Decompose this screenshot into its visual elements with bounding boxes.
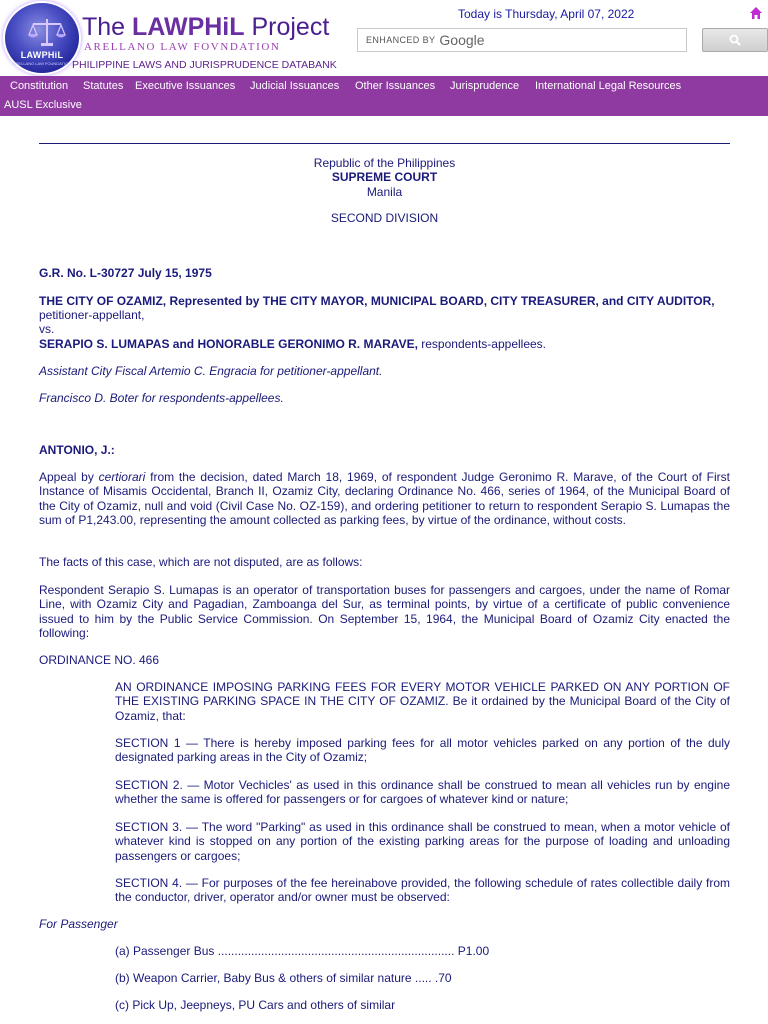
site-header [0,0,768,76]
search-google-label: Google [439,32,485,48]
nav-international-legal-resources[interactable]: International Legal Resources [535,80,682,92]
p1-intro: Appeal by [39,470,99,484]
p1-body: from the decision, dated March 18, 1969, of respondent Judge Geronimo R. Marave, of the Court of First Instance of Misamis Occidental, Branch II, Ozamiz City, declaring Ordinance No. 466, series of 1964, of the Municipal Board of the City of Ozamiz, null and void (Civil Case No. OZ-159), and ordering petitioner to return to respondent Serapio S. Lumapas the sum of P1,243.00, representing the amount collected as parking fees, by virtue of the ordinance, without costs. [39,470,730,527]
counsel-respondent: Francisco D. Boter for respondents-appellees. [39,391,284,405]
section-4: SECTION 4. — For purposes of the fee hereinabove provided, the following schedule of rates collectible daily from the conductor, driver, operator and/or owner must be observed: [115,876,730,905]
p1-certiorari: certiorari [98,470,146,484]
doc-city: Manila [366,185,403,199]
search-icon [729,34,741,46]
rate-b: (b) Weapon Carrier, Baby Bus & others of similar nature ..... .70 [115,971,452,985]
lawphil-logo[interactable] [5,3,79,73]
versus: vs. [39,322,55,336]
ordinance-heading [115,680,730,723]
section-1: SECTION 1 — There is hereby imposed parking fees for all motor vehicles parked on any portion of the duly designated parking areas in the City of Ozamiz; [115,736,730,765]
site-title[interactable] [82,12,329,42]
rate-c: (c) Pick Up, Jeepneys, PU Cars and others of similar [115,998,396,1012]
date-text: Today is Thursday, April 07, 2022 [458,7,635,21]
section-2: SECTION 2. — Motor Vechicles' as used in this ordinance shall be construed to mean all vehicles run by engine whether the same is offered for passengers or for cargoes of whatever kind or nature; [115,778,730,807]
case-parties [39,294,730,323]
ponente: ANTONIO, J.: [39,443,115,457]
nav-other-issuances[interactable]: Other Issuances [355,80,436,92]
ordinance-heading-rest: Be it ordained by the Municipal Board of the City of Ozamiz, that: [115,694,730,723]
doc-division: SECOND DIVISION [330,211,439,225]
respondent-role: respondents-appellees. [417,337,547,351]
search-input[interactable] [357,28,687,52]
search-enhanced-label: ENHANCED BY [366,35,436,45]
nav-statutes[interactable]: Statutes [83,80,124,92]
paragraph-1 [39,470,730,527]
site-subtitle: ARELLANO LAW FOVNDATION [84,41,281,53]
nav-constitution[interactable]: Constitution [10,80,69,92]
rate-a: (a) Passenger Bus ....................................................................... P1.00 [115,944,490,958]
ordinance-title: ORDINANCE NO. 466 [39,653,160,667]
doc-republic: Republic of the Philippines [313,156,456,170]
main-nav [0,76,768,116]
respondent-name: SERAPIO S. LUMAPAS and HONORABLE GERONIMO R. MARAVE, [39,337,418,351]
nav-executive-issuances[interactable]: Executive Issuances [135,80,236,92]
section-3: SECTION 3. — The word "Parking" as used in this ordinance shall be construed to mean, when a motor vehicle of whatever kind is stopped on any portion of the existing parking areas for the purpose of loading and unloading passengers or cargoes; [115,820,730,863]
nav-judicial-issuances[interactable]: Judicial Issuances [250,80,340,92]
nav-ausl-exclusive[interactable]: AUSL Exclusive [4,99,82,111]
nav-jurisprudence[interactable]: Jurisprudence [450,80,520,92]
logo-subtext: ARELLANO LAW FOUNDATION [12,61,72,66]
title-prefix: The [82,13,133,41]
counsel-petitioner: Assistant City Fiscal Artemio C. Engracia for petitioner-appellant. [39,364,383,378]
title-strong: LAWPHiL [132,13,245,41]
search-button[interactable] [702,28,768,52]
for-passenger-heading: For Passenger [39,917,118,931]
petitioner-role: petitioner-appellant, [39,308,145,323]
site-tagline: PHILIPPINE LAWS AND JURISPRUDENCE DATABANK [72,59,337,71]
logo-label: LAWPHiL [20,50,64,60]
divider [39,143,730,144]
home-icon[interactable] [749,6,763,20]
respondent-line [39,337,730,351]
title-suffix: Project [244,13,330,41]
doc-court: SUPREME COURT [331,170,438,184]
ordinance-heading-caps: AN ORDINANCE IMPOSING PARKING FEES FOR EVERY MOTOR VEHICLE PARKED ON ANY PORTION OF THE EXISTING PARKING SPACE IN THE CITY OF OZAMIZ. [115,680,730,709]
gr-number: G.R. No. L-30727 July 15, 1975 [39,266,212,280]
scales-of-justice-icon [27,17,67,49]
petitioner-name: THE CITY OF OZAMIZ, Represented by THE CITY MAYOR, MUNICIPAL BOARD, CITY TREASURER, and CITY AUDITOR, [39,294,715,308]
paragraph-3: Respondent Serapio S. Lumapas is an operator of transportation buses for passengers and cargoes, under the name of Romar Line, with Ozamiz City and Pagadian, Zamboanga del Sur, as terminal points, by virtue of a certificate of public convenience issued to him by the Public Service Commission. On September 15, 1964, the Municipal Board of Ozamiz City enacted the following: [39,583,730,640]
paragraph-2: The facts of this case, which are not disputed, are as follows: [39,555,363,569]
